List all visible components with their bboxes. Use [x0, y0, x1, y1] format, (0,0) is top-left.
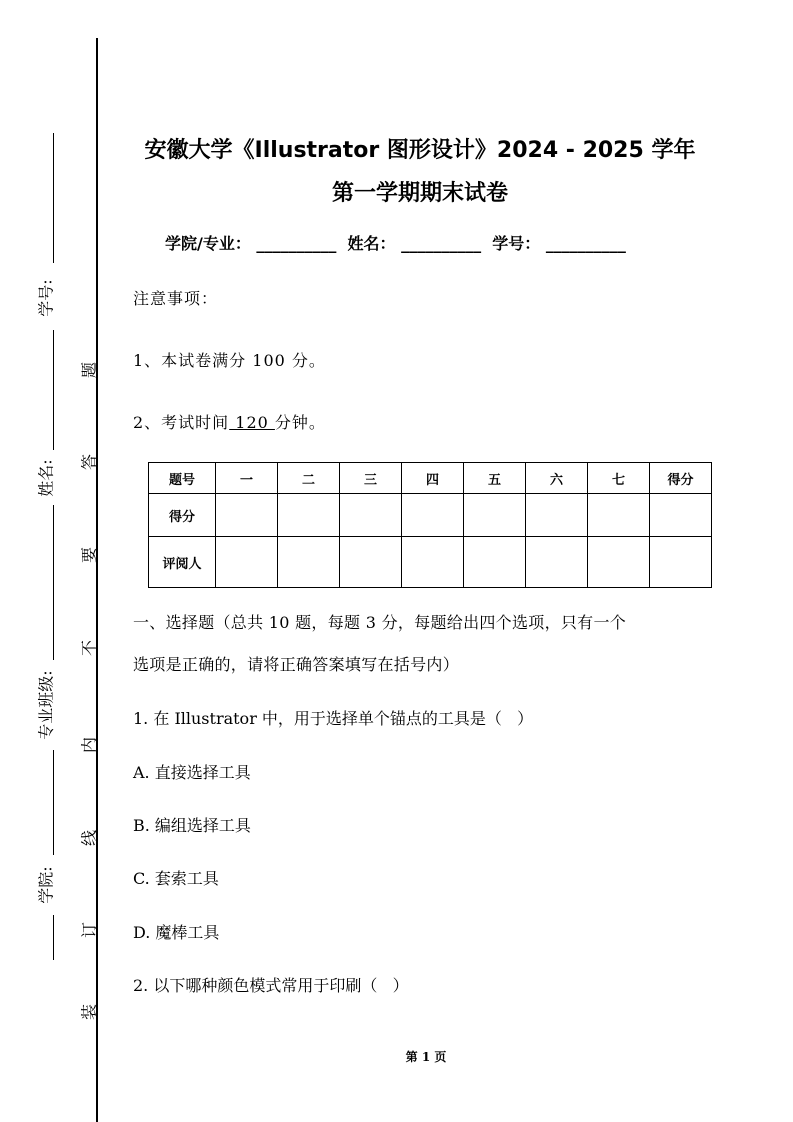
table-header-cell: 二 — [278, 463, 340, 494]
table-row — [149, 494, 712, 537]
table-header-cell: 题号 — [149, 463, 216, 494]
field-underline — [53, 915, 54, 960]
question-stem: 1. 在 Illustrator 中，用于选择单个锚点的工具是（ ） — [133, 709, 534, 728]
row-label: 评阅人 — [149, 537, 216, 588]
note-item: 2、考试时间 120 分钟。 — [133, 413, 326, 432]
student-info-line: 学院/专业： __________ 姓名： __________ 学号： __________ — [165, 234, 626, 253]
table-header-cell: 得分 — [650, 463, 712, 494]
warning-char: 要 — [79, 546, 99, 564]
warning-char: 装 — [79, 1003, 99, 1021]
table-header-cell: 七 — [588, 463, 650, 494]
option-a: A. 直接选择工具 — [133, 763, 251, 782]
page-number: 第 1 页 — [405, 1050, 447, 1064]
warning-char: 不 — [79, 639, 99, 657]
table-header-cell: 一 — [216, 463, 278, 494]
exam-title: 安徽大学《Illustrator 图形设计》2024 - 2025 学年 — [144, 138, 696, 163]
field-underline — [53, 750, 54, 855]
option-c: C. 套索工具 — [133, 869, 219, 888]
exam-subtitle: 第一学期期末试卷 — [331, 181, 508, 206]
score-table — [148, 462, 712, 588]
option-d: D. 魔棒工具 — [133, 923, 220, 942]
warning-char: 题 — [79, 361, 99, 379]
question-stem: 2. 以下哪种颜色模式常用于印刷（ ） — [133, 976, 409, 995]
option-b: B. 编组选择工具 — [133, 816, 251, 835]
warning-char: 线 — [79, 829, 99, 847]
section-heading: 选项是正确的，请将正确答案填写在括号内） — [133, 655, 460, 674]
note-item: 1、本试卷满分 100 分。 — [133, 351, 326, 370]
field-underline — [53, 330, 54, 450]
warning-char: 订 — [79, 921, 99, 939]
warning-char: 内 — [79, 736, 99, 754]
field-underline — [53, 505, 54, 660]
table-row — [149, 537, 712, 588]
college-label: 学院: — [36, 866, 56, 904]
name-label: 姓名: — [36, 459, 56, 497]
table-header-row — [149, 463, 712, 494]
notes-heading: 注意事项： — [133, 289, 219, 308]
student-id-label: 学号: — [36, 279, 56, 317]
warning-char: 答 — [79, 453, 99, 471]
table-header-cell: 六 — [526, 463, 588, 494]
table-header-cell: 五 — [464, 463, 526, 494]
table-header-cell: 三 — [340, 463, 402, 494]
row-label: 得分 — [149, 494, 216, 537]
section-heading: 一、选择题（总共 10 题，每题 3 分，每题给出四个选项，只有一个 — [133, 613, 627, 632]
major-class-label: 专业班级: — [36, 670, 56, 740]
table-header-cell: 四 — [402, 463, 464, 494]
